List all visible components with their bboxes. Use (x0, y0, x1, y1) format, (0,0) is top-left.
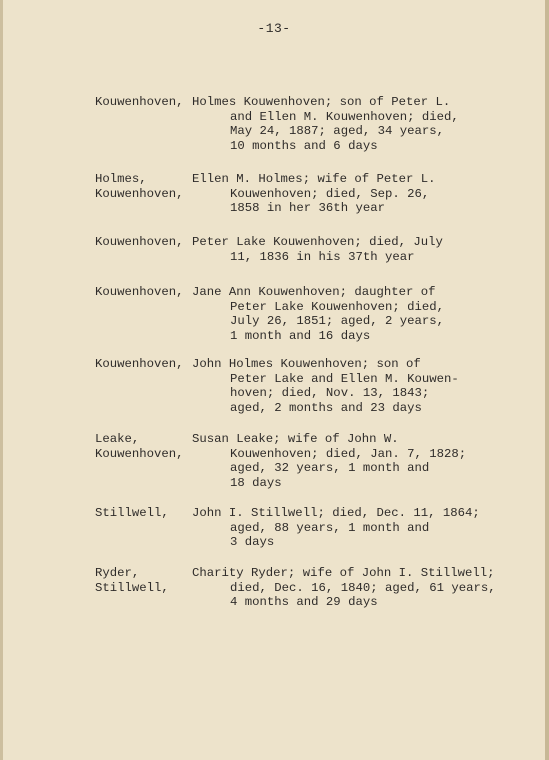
entry-surname: Leake, Kouwenhoven, (95, 432, 184, 461)
entry-line: Charity Ryder; wife of John I. Stillwell; (192, 566, 495, 580)
entry-description (192, 95, 459, 153)
entry-line: aged, 2 months and 23 days (230, 400, 422, 415)
entry-surname: Stillwell, (95, 506, 169, 520)
entry-description (192, 235, 443, 264)
entry-line: 10 months and 6 days (230, 138, 378, 153)
entry-line: and Ellen M. Kouwenhoven; died, (230, 109, 459, 124)
entry-line: May 24, 1887; aged, 34 years, (230, 124, 445, 138)
entry-line: Kouwenhoven; died, Jan. 7, 1828; (230, 446, 467, 461)
entry-description (192, 506, 480, 550)
entry-line: Susan Leake; wife of John W. (192, 432, 399, 446)
entry-line: Ellen M. Holmes; wife of Peter L. (192, 172, 436, 186)
entry-line: aged, 32 years, 1 month and (230, 461, 430, 475)
entry-line: 1 month and 16 days (230, 328, 371, 343)
entry-line: 11, 1836 in his 37th year (230, 249, 415, 264)
entry-line: Kouwenhoven; died, Sep. 26, (230, 186, 430, 201)
entry-line: Holmes Kouwenhoven; son of Peter L. (192, 95, 451, 109)
entry-line: John Holmes Kouwenhoven; son of (192, 357, 421, 371)
entry-description (192, 432, 466, 490)
entry-surname: Ryder, Stillwell, (95, 566, 169, 595)
entry-surname: Kouwenhoven, (95, 235, 184, 249)
page-number: -13- (257, 21, 291, 36)
entry-line: 3 days (230, 535, 275, 549)
entry-surname: Kouwenhoven, (95, 357, 184, 371)
entry-surname: Holmes, Kouwenhoven, (95, 172, 184, 201)
entry-line: Peter Lake and Ellen M. Kouwen- (230, 371, 459, 386)
entry-description (192, 172, 436, 216)
entry-line: Peter Lake Kouwenhoven; died, (230, 299, 445, 314)
entry-line: hoven; died, Nov. 13, 1843; (230, 386, 430, 400)
entry-surname: Kouwenhoven, (95, 285, 184, 299)
entry-description (192, 357, 459, 415)
entry-line: 4 months and 29 days (230, 595, 378, 609)
entry-line: aged, 88 years, 1 month and (230, 520, 430, 535)
entry-line: Peter Lake Kouwenhoven; died, July (192, 235, 443, 249)
entry-line: John I. Stillwell; died, Dec. 11, 1864; (192, 506, 480, 520)
entry-description (192, 566, 496, 610)
entry-description (192, 285, 444, 343)
entry-line: died, Dec. 16, 1840; aged, 61 years, (230, 580, 496, 595)
entry-line: 1858 in her 36th year (230, 201, 385, 215)
entry-line: Jane Ann Kouwenhoven; daughter of (192, 285, 436, 299)
entry-line: 18 days (230, 475, 282, 490)
entry-surname: Kouwenhoven, (95, 95, 184, 109)
entry-line: July 26, 1851; aged, 2 years, (230, 314, 445, 328)
